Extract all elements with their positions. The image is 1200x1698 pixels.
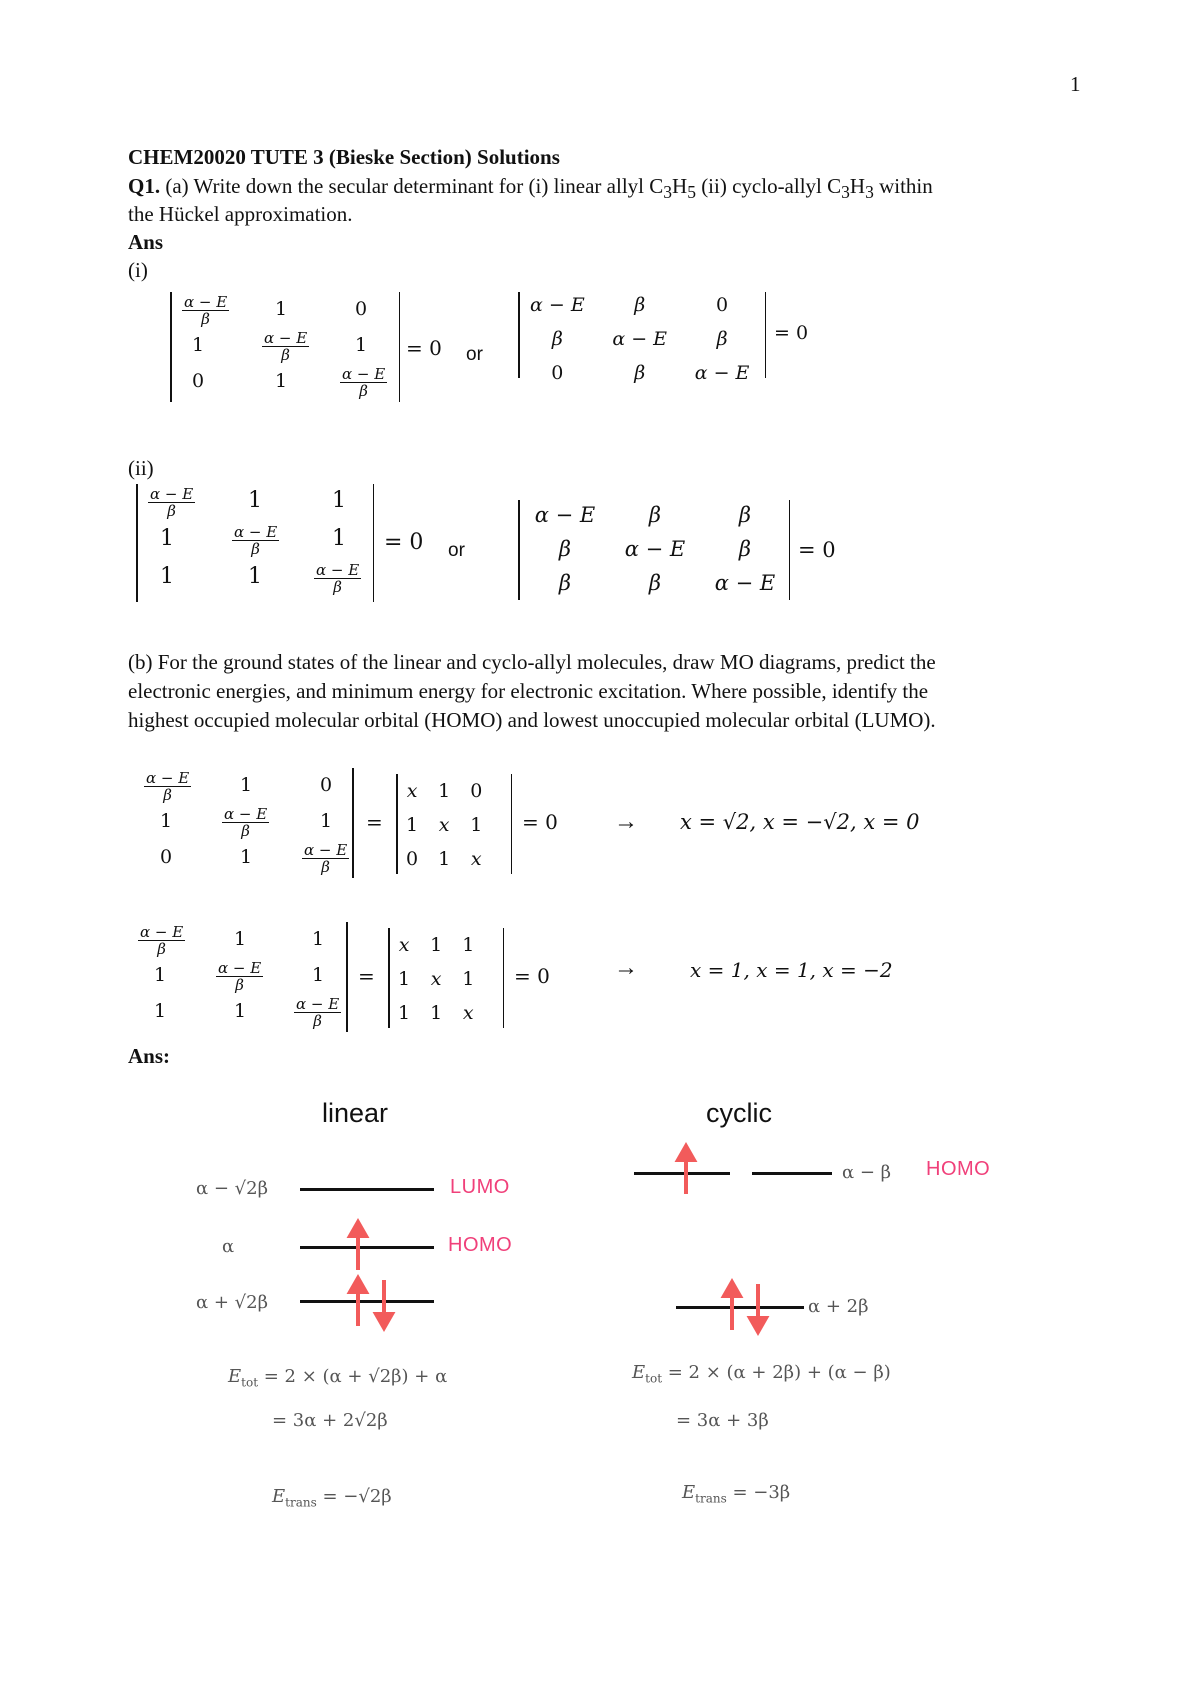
equation: = −3β	[726, 1482, 791, 1503]
cyclic-x-matrix	[388, 928, 504, 1028]
frac-cell: $\frac{\alpha - E}{\beta}$	[184, 293, 228, 328]
cell: 1	[275, 370, 288, 392]
cell: α − E	[714, 571, 776, 595]
cell: 1	[332, 526, 346, 551]
cyclic-homo-label: HOMO	[926, 1158, 991, 1180]
frac-cell: $\frac{\alpha - E}{\beta}$	[218, 959, 262, 994]
subscript: 3	[841, 182, 850, 203]
linear-homo-level	[300, 1246, 434, 1249]
linear-x-det	[136, 768, 356, 878]
cell: 1	[332, 488, 346, 513]
symbol: E	[682, 1482, 696, 1503]
subscript: trans	[285, 1495, 317, 1510]
cell: β	[558, 571, 572, 595]
cell: 1	[160, 810, 173, 832]
equals-zero: = 0	[774, 322, 809, 344]
subscript: trans	[695, 1491, 727, 1506]
or-text: or	[448, 540, 465, 561]
question-label: Q1.	[128, 174, 161, 198]
cell: 1	[438, 780, 451, 802]
det-i-right	[518, 292, 766, 384]
or-text: or	[466, 344, 483, 365]
cyclic-etrans	[682, 1482, 790, 1506]
cell: 1	[430, 1002, 443, 1024]
cell: 1	[240, 774, 253, 796]
question-text: H	[672, 174, 688, 198]
down-arrow-icon	[376, 1280, 392, 1328]
symbol: E	[228, 1366, 242, 1387]
cell: 1	[248, 488, 262, 513]
cell: β	[738, 537, 752, 561]
cyclic-bonding-level	[676, 1306, 804, 1309]
cyclic-etot-2: = 3α + 3β	[676, 1410, 769, 1431]
cell: β	[558, 537, 572, 561]
cyclic-title: cyclic	[706, 1098, 772, 1128]
cyclic-roots: x = 1, x = 1, x = −2	[690, 958, 893, 982]
cell: 1	[234, 1000, 247, 1022]
linear-etrans	[272, 1486, 392, 1510]
cell: 1	[398, 968, 411, 990]
equals-zero: = 0	[522, 810, 558, 834]
part-b-line-3: highest occupied molecular orbital (HOMO) and lowest unoccupied molecular orbital (LUMO).	[128, 708, 936, 732]
cell: 0	[470, 780, 483, 802]
cell: α − E	[612, 328, 668, 350]
frac-cell: $\frac{\alpha - E}{\beta}$	[296, 995, 340, 1030]
cell: β	[716, 328, 728, 350]
lumo-label: LUMO	[450, 1176, 510, 1198]
cell: 1	[398, 1002, 411, 1024]
subscript: tot	[241, 1375, 259, 1390]
cell: α − E	[694, 362, 750, 384]
cell: x	[430, 968, 442, 990]
equals-sign: =	[366, 810, 383, 834]
frac-cell: $\frac{\alpha - E}{\beta}$	[224, 805, 268, 840]
cell: 1	[312, 964, 325, 986]
subscript: tot	[645, 1371, 663, 1386]
cell: 1	[248, 564, 262, 589]
equation: = 2 × (α + √2β) + α	[258, 1366, 448, 1387]
cell: 1	[240, 846, 253, 868]
cell: 1	[438, 848, 451, 870]
ans2-label: Ans:	[128, 1044, 171, 1068]
equals-zero: = 0	[384, 530, 424, 555]
cell: β	[551, 328, 563, 350]
cyclic-degenerate-level-1	[634, 1172, 730, 1175]
det-ii-left	[136, 484, 374, 602]
question-text: within	[873, 174, 933, 198]
cell: 1	[462, 968, 475, 990]
cell: 1	[160, 526, 174, 551]
cell: 1	[192, 334, 205, 356]
homo-label: HOMO	[448, 1234, 513, 1256]
equals-zero: = 0	[406, 336, 442, 360]
det-i-left	[170, 292, 400, 402]
cell: 0	[192, 370, 205, 392]
part-b-line-2: electronic energies, and minimum energy for electronic excitation. Where possible, identify the	[128, 679, 929, 703]
cell: 1	[462, 934, 475, 956]
cell: 1	[234, 928, 247, 950]
cell: β	[634, 362, 646, 384]
cell: x	[462, 1002, 474, 1024]
cell: α − E	[530, 294, 585, 316]
cell: β	[738, 503, 752, 527]
cell: 1	[154, 1000, 167, 1022]
cell: x	[470, 848, 482, 870]
cell: 0	[716, 294, 729, 316]
cell: 0	[406, 848, 419, 870]
cyclic-x-det	[130, 922, 350, 1032]
question-text: H	[849, 174, 866, 198]
cell: 1	[355, 334, 368, 356]
linear-bonding-level	[300, 1300, 434, 1303]
linear-etot-2: = 3α + 2√2β	[272, 1410, 388, 1431]
cell: 1	[320, 810, 333, 832]
question-text: (ii) cyclo-allyl C	[695, 174, 842, 198]
cell: β	[634, 294, 646, 316]
linear-etot	[228, 1366, 447, 1390]
frac-cell: $\frac{\alpha - E}{\beta}$	[150, 485, 194, 520]
cell: 0	[160, 846, 173, 868]
page-number: 1	[1070, 72, 1081, 96]
cell: x	[406, 780, 418, 802]
equals-zero: = 0	[798, 538, 836, 562]
equals-sign: =	[358, 964, 375, 988]
cell: 0	[320, 774, 333, 796]
cell: 1	[275, 298, 288, 320]
part-i-label: (i)	[128, 258, 148, 282]
frac-cell: $\frac{\alpha - E}{\beta}$	[234, 523, 278, 558]
part-b-line-1: (b) For the ground states of the linear and cyclo-allyl molecules, draw MO diagrams, predict the	[128, 650, 936, 674]
equals-zero: = 0	[514, 964, 550, 988]
cell: 1	[470, 814, 483, 836]
cell: α − E	[624, 537, 686, 561]
cyclic-etot	[632, 1362, 891, 1386]
cyclic-level-label: α + 2β	[808, 1296, 869, 1317]
linear-roots: x = √2, x = −√2, x = 0	[680, 810, 920, 834]
linear-level-label: α	[222, 1236, 235, 1257]
cell: 0	[551, 362, 564, 384]
cell: 1	[154, 964, 167, 986]
frac-cell: $\frac{\alpha - E}{\beta}$	[316, 561, 360, 596]
linear-lumo-level	[300, 1188, 434, 1191]
linear-title: linear	[322, 1098, 389, 1128]
frac-cell: $\frac{\alpha - E}{\beta}$	[146, 769, 190, 804]
cell: x	[438, 814, 450, 836]
linear-level-label: α − √2β	[196, 1178, 269, 1199]
cell: 1	[430, 934, 443, 956]
frac-cell: $\frac{\alpha - E}{\beta}$	[140, 923, 184, 958]
equation: = 2 × (α + 2β) + (α − β)	[662, 1362, 891, 1383]
det-ii-right	[518, 500, 790, 600]
ans-label: Ans	[128, 230, 164, 254]
cyclic-level-label: α − β	[842, 1162, 892, 1183]
cell: 1	[406, 814, 419, 836]
cell: β	[648, 571, 662, 595]
equation: = −√2β	[316, 1486, 392, 1507]
arrow-icon: →	[614, 808, 638, 835]
subscript: 3	[663, 182, 673, 203]
cyclic-degenerate-level-2	[752, 1172, 832, 1175]
question-line-2: the Hückel approximation.	[128, 202, 353, 226]
cell: 1	[312, 928, 325, 950]
frac-cell: $\frac{\alpha - E}{\beta}$	[304, 841, 348, 876]
frac-cell: $\frac{\alpha - E}{\beta}$	[342, 365, 386, 400]
cell: 1	[160, 564, 174, 589]
up-arrow-icon	[678, 1146, 694, 1194]
symbol: E	[272, 1486, 286, 1507]
linear-level-label: α + √2β	[196, 1292, 269, 1313]
part-ii-label: (ii)	[128, 456, 154, 480]
cell: α − E	[534, 503, 596, 527]
cell: x	[398, 934, 410, 956]
question-text: (a) Write down the secular determinant for (i) linear allyl C	[160, 174, 664, 198]
subscript: 3	[865, 182, 874, 203]
cell: 0	[355, 298, 368, 320]
page-title: CHEM20020 TUTE 3 (Bieske Section) Solutions	[128, 145, 560, 169]
linear-x-matrix	[396, 774, 512, 874]
cell: β	[648, 503, 662, 527]
frac-cell: $\frac{\alpha - E}{\beta}$	[264, 329, 308, 364]
arrow-icon: →	[614, 954, 638, 981]
symbol: E	[632, 1362, 646, 1383]
subscript: 5	[687, 182, 696, 203]
